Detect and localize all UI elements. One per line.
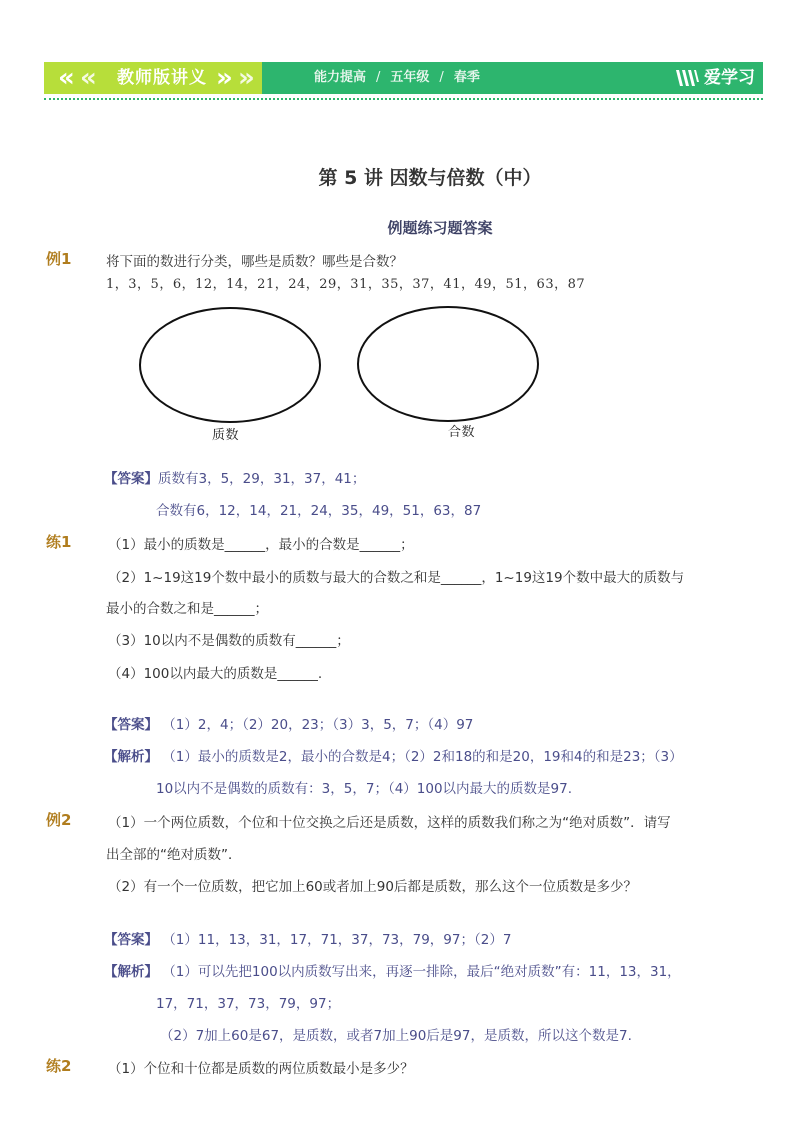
example-2-q1b: 出全部的“绝对质数”． bbox=[106, 847, 242, 863]
example-1-question: 将下面的数进行分类，哪些是质数？哪些是合数？ bbox=[106, 254, 403, 270]
analysis-tag: 【解析】 bbox=[104, 964, 158, 980]
answer-tag: 【答案】 bbox=[104, 717, 158, 733]
double-chevron-right-icon: » bbox=[216, 63, 233, 93]
example-2-analysis bbox=[104, 960, 681, 980]
answer-text: （1）11，13，31，17，71，37，73，79，97；（2）7 bbox=[162, 932, 512, 948]
answer-text: 质数有3，5，29，31，37，41； bbox=[158, 471, 366, 487]
practice-1-q2b: 最小的合数之和是______； bbox=[106, 601, 268, 617]
banner-title-block bbox=[44, 62, 262, 94]
example-2-q1a: （1）一个两位质数，个位和十位交换之后还是质数，这样的质数我们称之为“绝对质数”．请写 bbox=[108, 815, 671, 831]
practice-1-q2a: （2）1~19这19个数中最小的质数与最大的合数之和是______，1~19这19个数中最大的质数与 bbox=[108, 570, 685, 586]
practice-1-label: 练1 bbox=[46, 533, 72, 551]
crumb-separator: / bbox=[439, 70, 444, 85]
answer-text: （1）2，4；（2）20，23；（3）3，5，7；（4）97 bbox=[162, 717, 474, 733]
brand-logo bbox=[674, 62, 755, 94]
header-divider bbox=[44, 98, 763, 100]
practice-2-label: 练2 bbox=[46, 1057, 72, 1075]
prime-oval-label: 质数 bbox=[212, 428, 240, 443]
analysis-text: （1）最小的质数是2，最小的合数是4；（2）2和18的和是20，19和4的和是23；（3） bbox=[162, 749, 683, 765]
example-2-label: 例2 bbox=[46, 811, 72, 829]
analysis-tag: 【解析】 bbox=[104, 749, 158, 765]
practice-1-q3: （3）10以内不是偶数的质数有______； bbox=[108, 633, 350, 649]
analysis-text: （1）可以先把100以内质数写出来，再逐一排除，最后“绝对质数”有：11，13，31， bbox=[162, 964, 681, 980]
example-1-answer bbox=[104, 467, 365, 487]
venn-ovals-diagram bbox=[130, 305, 550, 445]
section-subtitle: 例题练习题答案 bbox=[387, 219, 493, 237]
example-1-answer-line2: 合数有6，12，14，21，24，35，49，51，63，87 bbox=[156, 503, 482, 519]
practice-1-q1: （1）最小的质数是______，最小的合数是______； bbox=[108, 537, 414, 553]
double-chevron-left-icon: « bbox=[80, 63, 97, 93]
practice-2-q1: （1）个位和十位都是质数的两位质数最小是多少？ bbox=[108, 1061, 414, 1077]
example-2-analysis-line3: （2）7加上60是67，是质数，或者7加上90后是97，是质数，所以这个数是7. bbox=[160, 1028, 632, 1044]
banner-title: 教师版讲义 bbox=[117, 68, 207, 88]
double-chevron-left-icon: « bbox=[58, 63, 75, 93]
prime-oval bbox=[140, 308, 320, 422]
example-1-label: 例1 bbox=[46, 250, 72, 268]
crumb-season: 春季 bbox=[453, 70, 480, 85]
practice-1-analysis bbox=[104, 745, 683, 765]
example-2-answer bbox=[104, 928, 511, 948]
composite-oval-label: 合数 bbox=[448, 425, 476, 440]
example-2-analysis-line2: 17，71，37，73，79，97； bbox=[156, 996, 341, 1012]
crumb-grade: 五年级 bbox=[390, 70, 430, 85]
composite-oval bbox=[358, 307, 538, 421]
practice-1-q4: （4）100以内最大的质数是______. bbox=[108, 666, 323, 682]
practice-1-answer bbox=[104, 713, 473, 733]
example-2-q2: （2）有一个一位质数，把它加上60或者加上90后都是质数，那么这个一位质数是多少？ bbox=[108, 879, 637, 895]
answer-tag: 【答案】 bbox=[104, 471, 158, 487]
brand-mark-icon bbox=[674, 68, 700, 88]
double-chevron-right-icon: » bbox=[238, 63, 255, 93]
practice-1-analysis-line2: 10以内不是偶数的质数有：3，5，7；（4）100以内最大的质数是97. bbox=[156, 781, 573, 797]
example-1-numbers: 1，3，5，6，12，14，21，24，29，31，35，37，41，49，51，63，87 bbox=[106, 277, 586, 292]
page-title: 第 5 讲 因数与倍数（中） bbox=[318, 167, 542, 189]
crumb-level: 能力提高 bbox=[314, 70, 367, 85]
crumb-separator: / bbox=[376, 70, 381, 85]
answer-tag: 【答案】 bbox=[104, 932, 158, 948]
breadcrumb bbox=[314, 62, 480, 94]
brand-name: 爱学习 bbox=[704, 68, 755, 88]
